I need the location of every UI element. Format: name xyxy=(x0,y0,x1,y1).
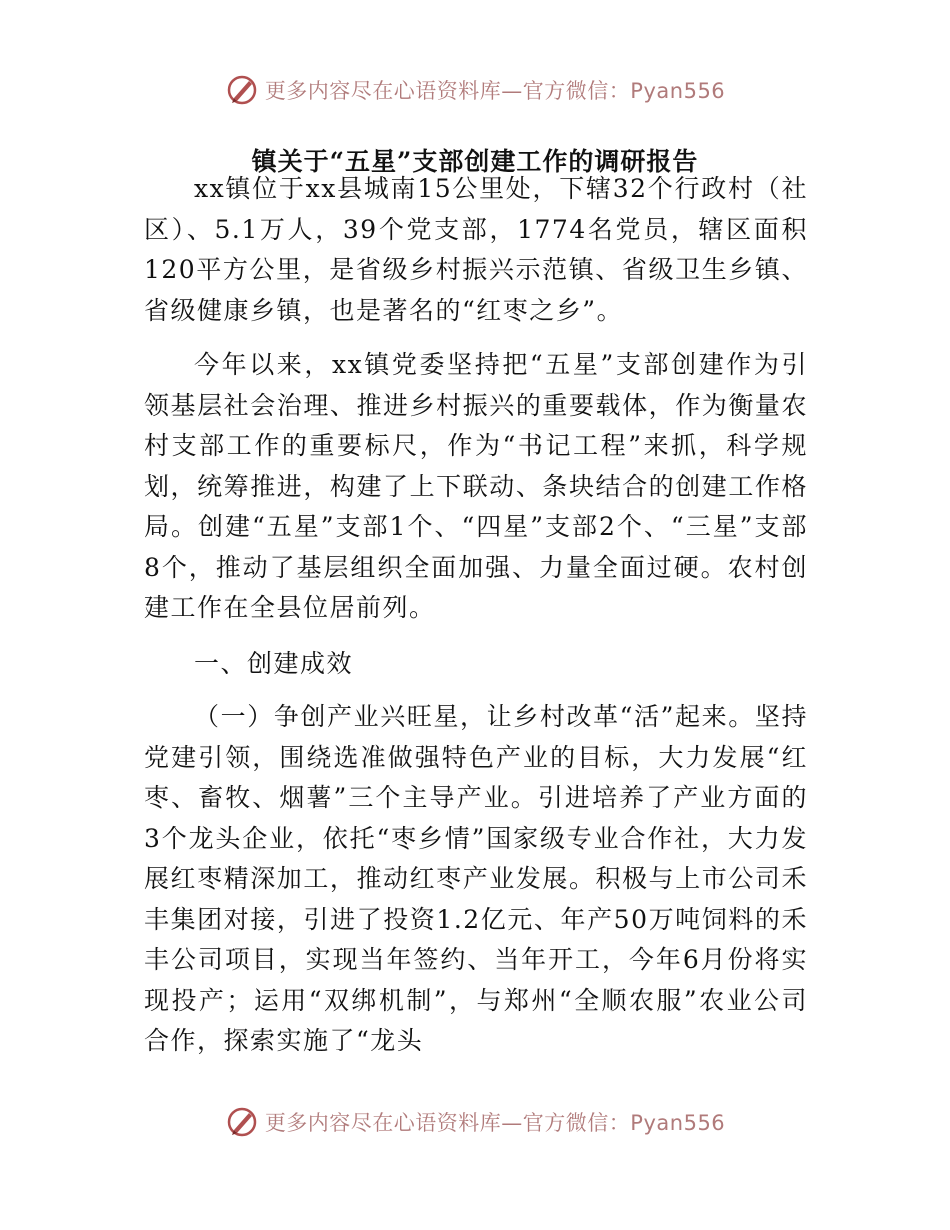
document-body xyxy=(144,166,808,1062)
paragraph-overview: 今年以来，xx镇党委坚持把“五星”支部创建作为引领基层社会治理、推进乡村振兴的重要载体，作为衡量农村支部工作的重要标尺，作为“书记工程”来抓，科学规划，统筹推进，构建了上下联动、条块结合的创建工作格局。创建“五星”支部1个、“四星”支部2个、“三星”支部8个，推动了基层组织全面加强、力量全面过硬。农村创建工作在全县位居前列。 xyxy=(144,350,808,622)
section-heading: 一、创建成效 xyxy=(194,648,354,678)
watermark-banner-bottom xyxy=(0,1102,950,1142)
watermark-banner-top xyxy=(0,70,950,110)
pen-logo-icon xyxy=(225,1105,259,1139)
pen-logo-icon xyxy=(225,73,259,107)
watermark-text-top: 更多内容尽在心语资料库—官方微信：Pyan556 xyxy=(264,79,726,103)
watermark-text-bottom: 更多内容尽在心语资料库—官方微信：Pyan556 xyxy=(264,1111,726,1135)
paragraph-intro: xx镇位于xx县城南15公里处，下辖32个行政村（社区）、5.1万人，39个党支部，1774名党员，辖区面积120平方公里，是省级乡村振兴示范镇、省级卫生乡镇、省级健康乡镇，也是著名的“红枣之乡”。 xyxy=(144,174,808,325)
document-title: 镇关于“五星”支部创建工作的调研报告 xyxy=(251,147,699,176)
paragraph-industry: （一）争创产业兴旺星，让乡村改革“活”起来。坚持党建引领，围绕选准做强特色产业的目标，大力发展“红枣、畜牧、烟薯”三个主导产业。引进培养了产业方面的3个龙头企业，依托“枣乡情”国家级专业合作社，大力发展红枣精深加工，推动红枣产业发展。积极与上市公司禾丰集团对接，引进了投资1.2亿元、年产50万吨饲料的禾丰公司项目，实现当年签约、当年开工，今年6月份将实现投产；运用“双绑机制”，与郑州“全顺农服”农业公司合作，探索实施了“龙头 xyxy=(144,702,808,1055)
